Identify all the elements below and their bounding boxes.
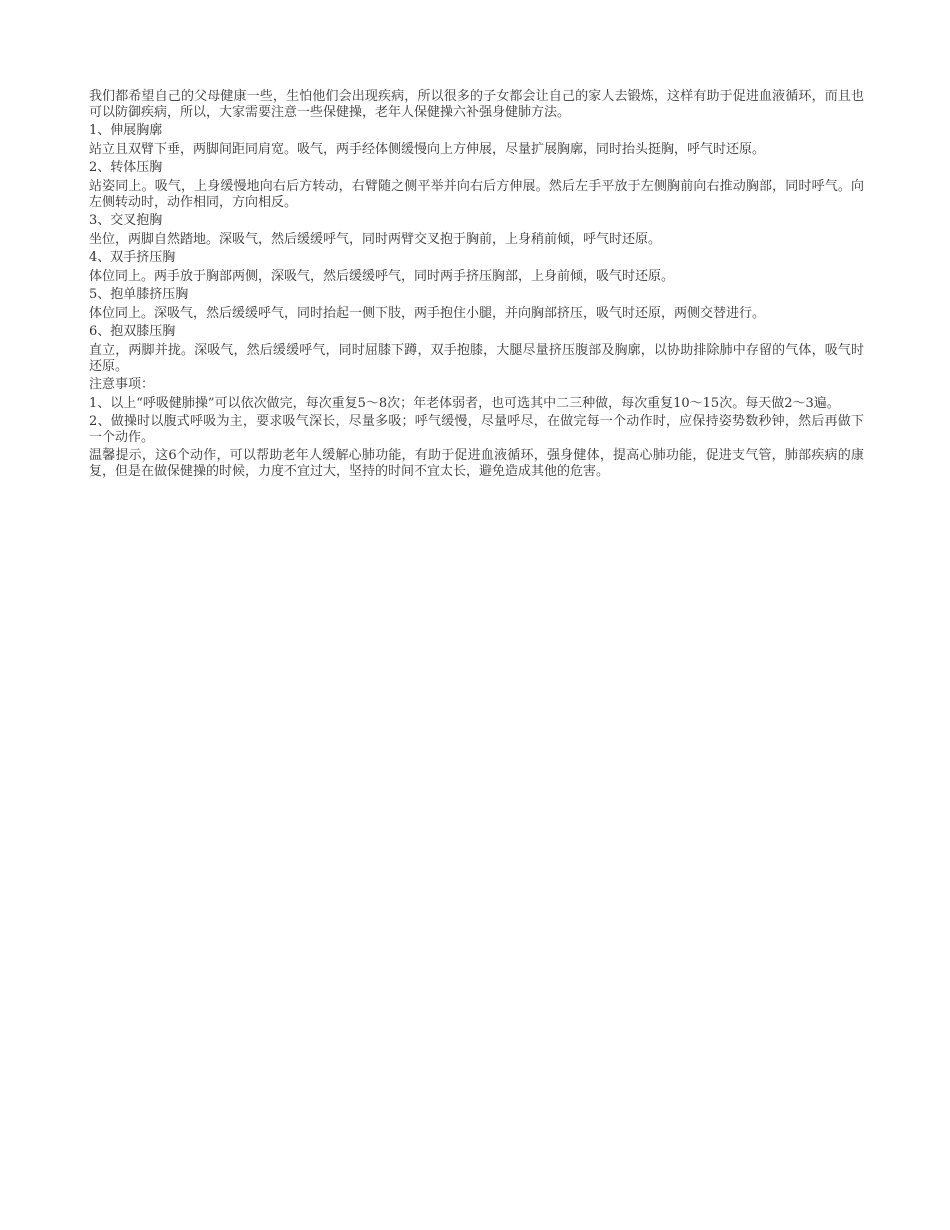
exercise-1-description: 站立且双臂下垂，两脚间距同肩宽。吸气，两手经体侧缓慢向上方伸展，尽量扩展胸廓，同时抬头挺胸，呼气时还原。 bbox=[89, 142, 766, 157]
exercise-4-title: 4、双手挤压胸 bbox=[89, 250, 176, 265]
tip-paragraph: 温馨提示，这6个动作，可以帮助老年人缓解心肺功能，有助于促进血液循环，强身健体，提高心肺功能，促进支气管，肺部疾病的康复，但是在做保健操的时候，力度不宜过大，坚持的时间不宜太长，避免造成其他的危害。 bbox=[89, 448, 864, 479]
note-item-2: 2、做操时以腹式呼吸为主，要求吸气深长，尽量多吸；呼气缓慢，尽量呼尽，在做完每一个动作时，应保持姿势数秒钟，然后再做下一个动作。 bbox=[89, 414, 864, 445]
exercise-6-title: 6、抱双膝压胸 bbox=[89, 324, 176, 339]
exercise-5-description: 体位同上。深吸气，然后缓缓呼气，同时抬起一侧下肢，两手抱住小腿，并向胸部挤压，吸气时还原，两侧交替进行。 bbox=[89, 306, 766, 321]
exercise-2-description: 站姿同上。吸气，上身缓慢地向右后方转动，右臂随之侧平举并向右后方伸展。然后左手平放于左侧胸前向右推动胸部，同时呼气。向左侧转动时，动作相同，方向相反。 bbox=[89, 179, 864, 210]
notes-title: 注意事项： bbox=[89, 377, 155, 392]
document-body bbox=[89, 89, 864, 482]
note-item-1: 1、以上“呼吸健肺操”可以依次做完，每次重复5～8次；年老体弱者，也可选其中二三种做，每次重复10～15次。每天做2～3遍。 bbox=[89, 396, 840, 411]
exercise-3-description: 坐位，两脚自然踏地。深吸气，然后缓缓呼气，同时两臂交叉抱于胸前，上身稍前倾，呼气时还原。 bbox=[89, 232, 662, 247]
exercise-4-description: 体位同上。两手放于胸部两侧，深吸气，然后缓缓呼气，同时两手挤压胸部，上身前倾，吸气时还原。 bbox=[89, 269, 675, 284]
intro-paragraph: 我们都希望自己的父母健康一些，生怕他们会出现疾病，所以很多的子女都会让自己的家人去锻炼，这样有助于促进血液循环，而且也可以防御疾病，所以，大家需要注意一些保健操，老年人保健操六补强身健肺方法。 bbox=[89, 89, 864, 120]
exercise-2-title: 2、转体压胸 bbox=[89, 160, 163, 175]
exercise-3-title: 3、交叉抱胸 bbox=[89, 213, 163, 228]
exercise-6-description: 直立，两脚并拢。深吸气，然后缓缓呼气，同时屈膝下蹲，双手抱膝，大腿尽量挤压腹部及胸廓，以协助排除肺中存留的气体，吸气时还原。 bbox=[89, 343, 864, 374]
exercise-1-title: 1、伸展胸廓 bbox=[89, 123, 163, 138]
exercise-5-title: 5、抱单膝挤压胸 bbox=[89, 287, 189, 302]
